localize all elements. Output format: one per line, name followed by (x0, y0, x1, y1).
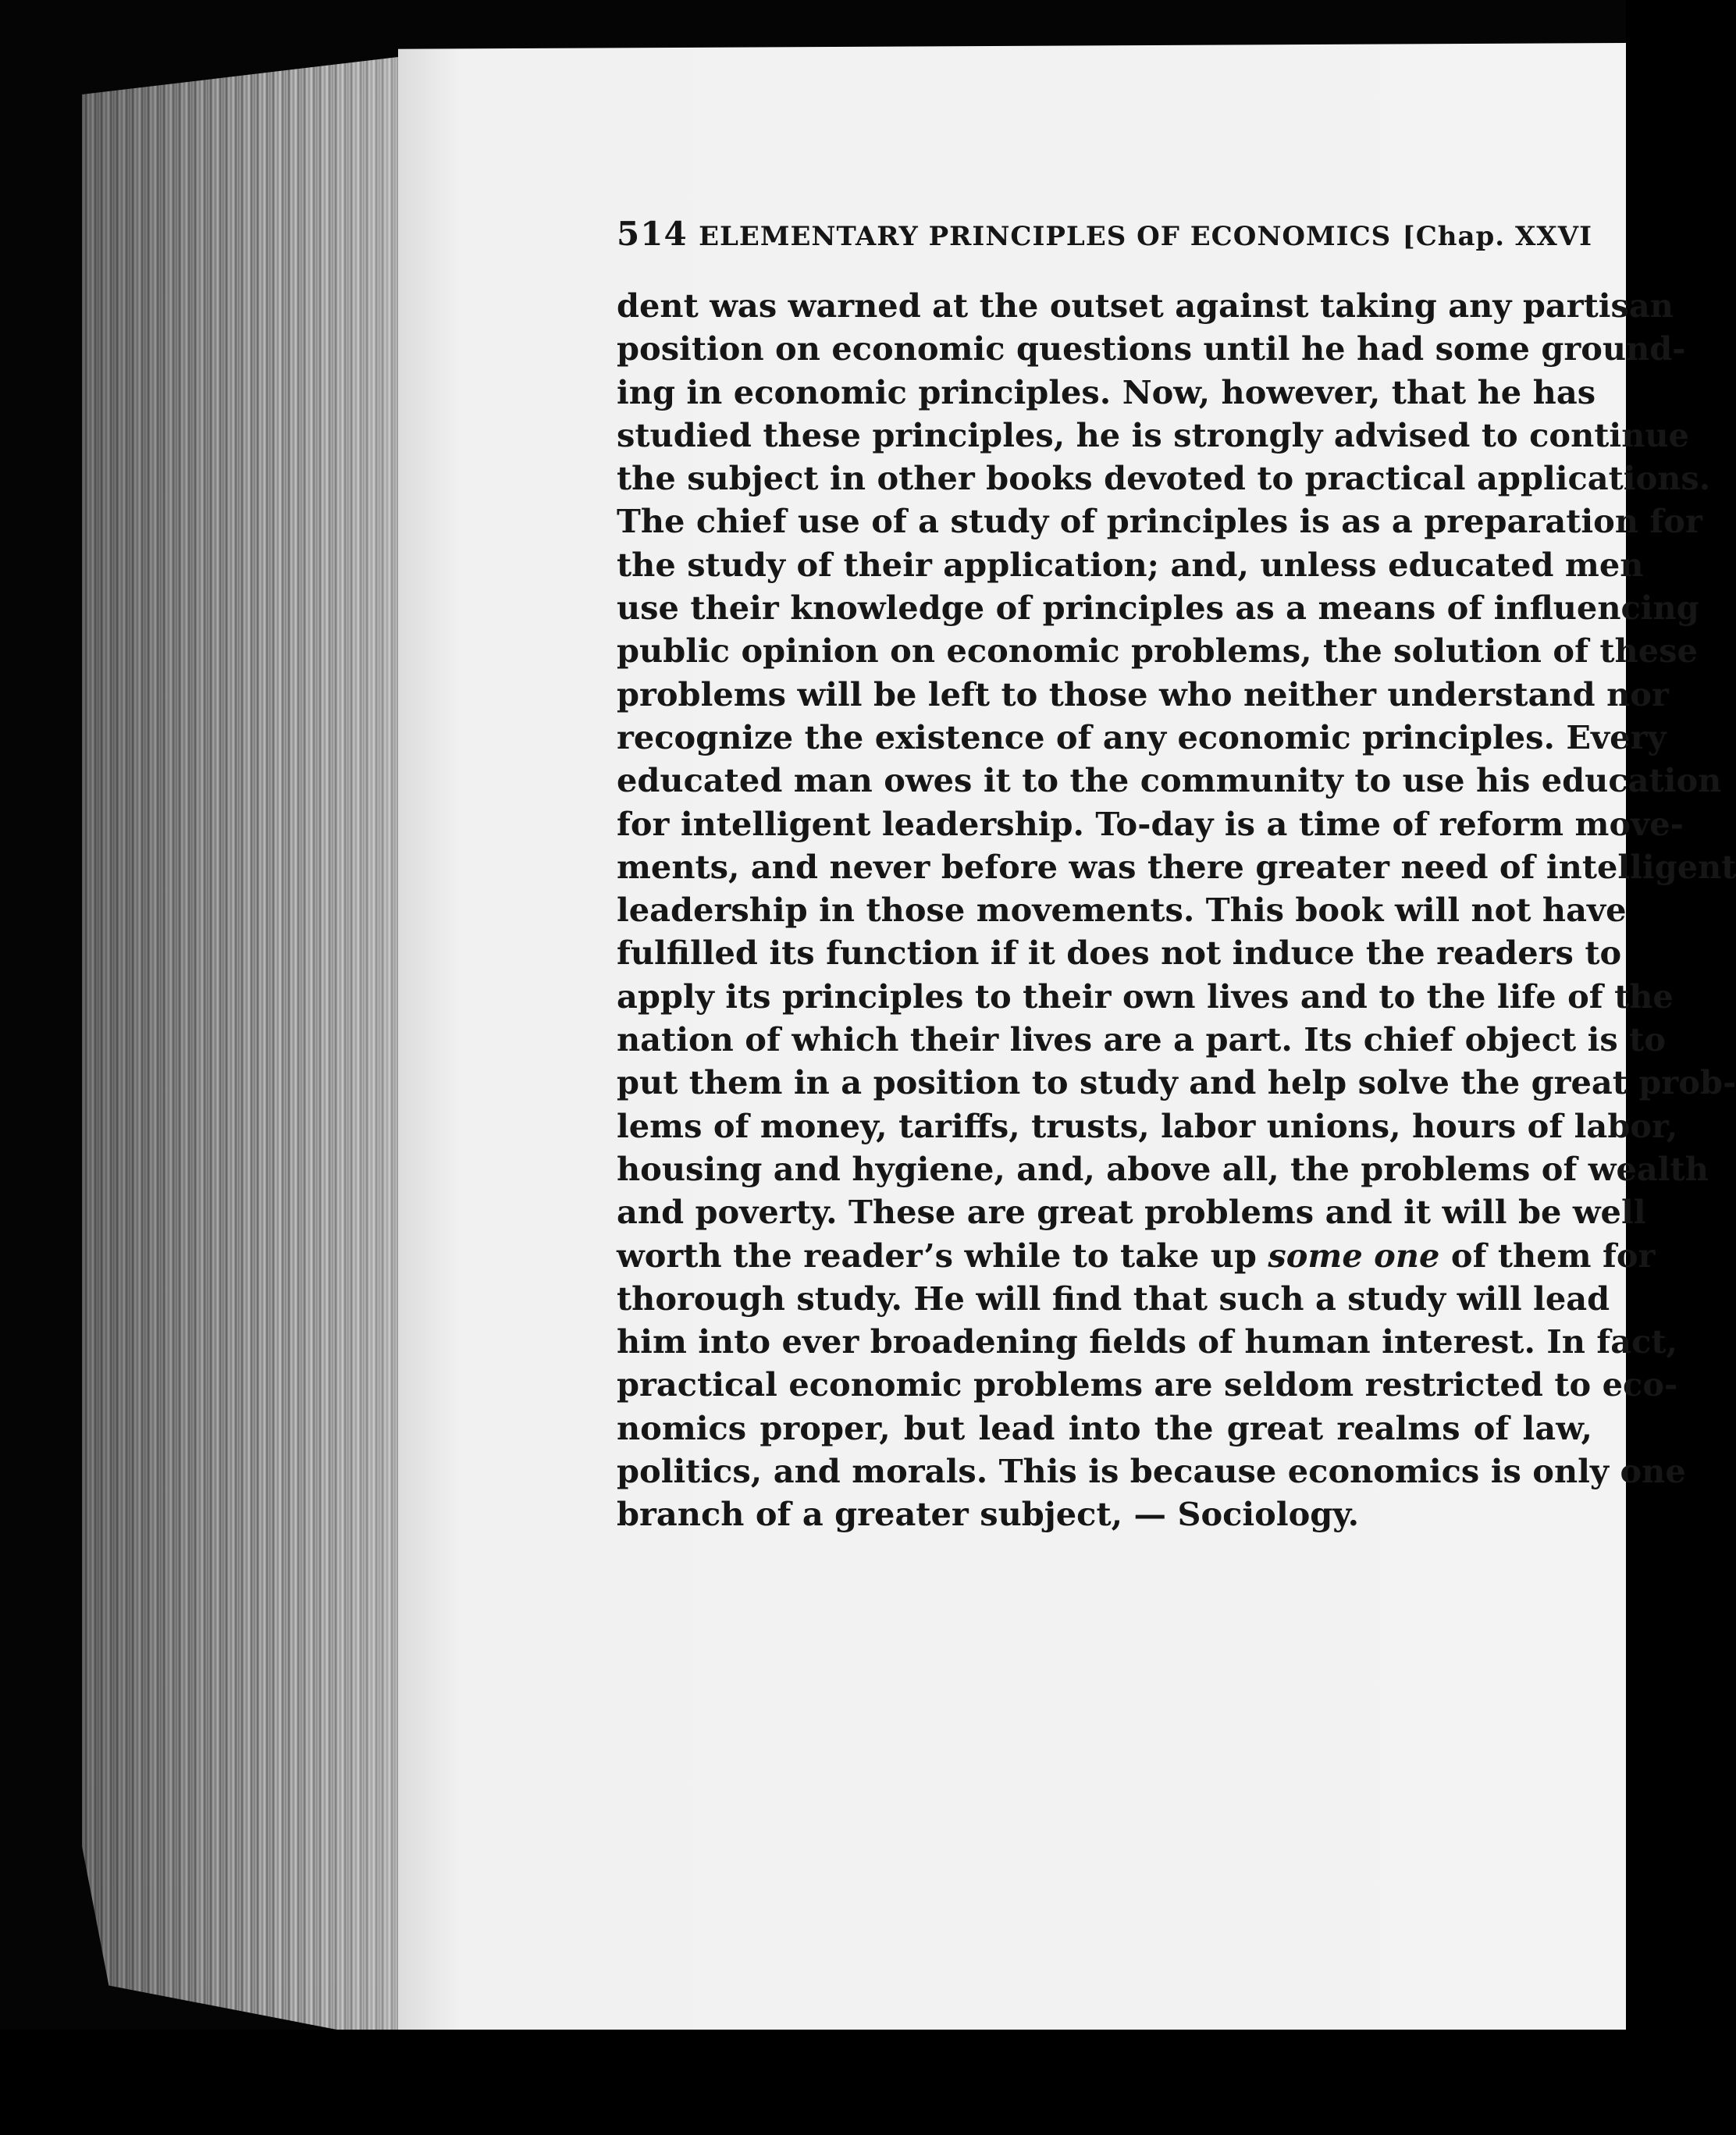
text-line: leadership in those movements. This book will not have (617, 891, 1627, 930)
text-line: fulfilled its function if it does not induce the readers to (617, 934, 1622, 973)
emphasized-text: some one (1268, 1236, 1440, 1275)
running-head (617, 215, 1592, 253)
text-line: him into ever broadening fields of human interest. In fact, (617, 1322, 1678, 1361)
text-line: educated man owes it to the community to use his education (617, 761, 1722, 800)
text-line: ing in economic principles. Now, however, that he has (617, 372, 1596, 411)
text-line: and poverty. These are great problems and it will be well (617, 1193, 1646, 1232)
bottom-shadow (0, 2030, 1626, 2135)
text-line: nation of which their lives are a part. Its chief object is to (617, 1020, 1667, 1059)
text-line: put them in a position to study and help solve the great prob- (617, 1063, 1736, 1102)
text-line: position on economic questions until he had some ground- (617, 329, 1686, 368)
page-number: 514 (617, 215, 688, 253)
text-line: thorough study. He will find that such a study will lead (617, 1279, 1610, 1318)
text-line: lems of money, tariffs, trusts, labor unions, hours of labor, (617, 1106, 1678, 1145)
text-line: dent was warned at the outset against taking any partisan (617, 286, 1674, 325)
text-line: problems will be left to those who neither understand nor (617, 674, 1669, 713)
text-line: ments, and never before was there greater need of intelligent (617, 847, 1736, 886)
text-segment: of them for (1439, 1236, 1656, 1275)
text-block (617, 215, 1736, 1536)
text-segment: worth the reader’s while to take up (617, 1236, 1268, 1275)
text-line-last: branch of a greater subject, — Sociology. (617, 1495, 1360, 1534)
text-line: practical economic problems are seldom restricted to eco- (617, 1365, 1678, 1404)
text-line: recognize the existence of any economic principles. Every (617, 717, 1667, 756)
book-title: ELEMENTARY PRINCIPLES OF ECONOMICS (699, 221, 1392, 252)
text-line: studied these principles, he is strongly advised to continue (617, 415, 1689, 454)
text-line: the subject in other books devoted to practical applications. (617, 459, 1711, 498)
text-line: politics, and morals. This is because economics is only one (617, 1452, 1686, 1491)
text-line: public opinion on economic problems, the solution of these (617, 632, 1698, 671)
text-line: use their knowledge of principles as a means of influencing (617, 589, 1699, 628)
body-paragraph (617, 284, 1736, 1536)
page-edges (82, 55, 418, 2045)
chapter-label: [Chap. XXVI (1402, 221, 1592, 252)
text-line: housing and hygiene, and, above all, the problems of wealth (617, 1149, 1709, 1188)
text-line-with-emphasis (617, 1234, 1656, 1277)
text-line: nomics proper, but lead into the great realms of law, (617, 1408, 1592, 1447)
text-line: for intelligent leadership. To-day is a time of reform move- (617, 804, 1684, 843)
text-line: the study of their application; and, unless educated men (617, 545, 1644, 584)
text-line: The chief use of a study of principles is as a preparation for (617, 502, 1702, 541)
text-line: apply its principles to their own lives and to the life of the (617, 977, 1674, 1016)
